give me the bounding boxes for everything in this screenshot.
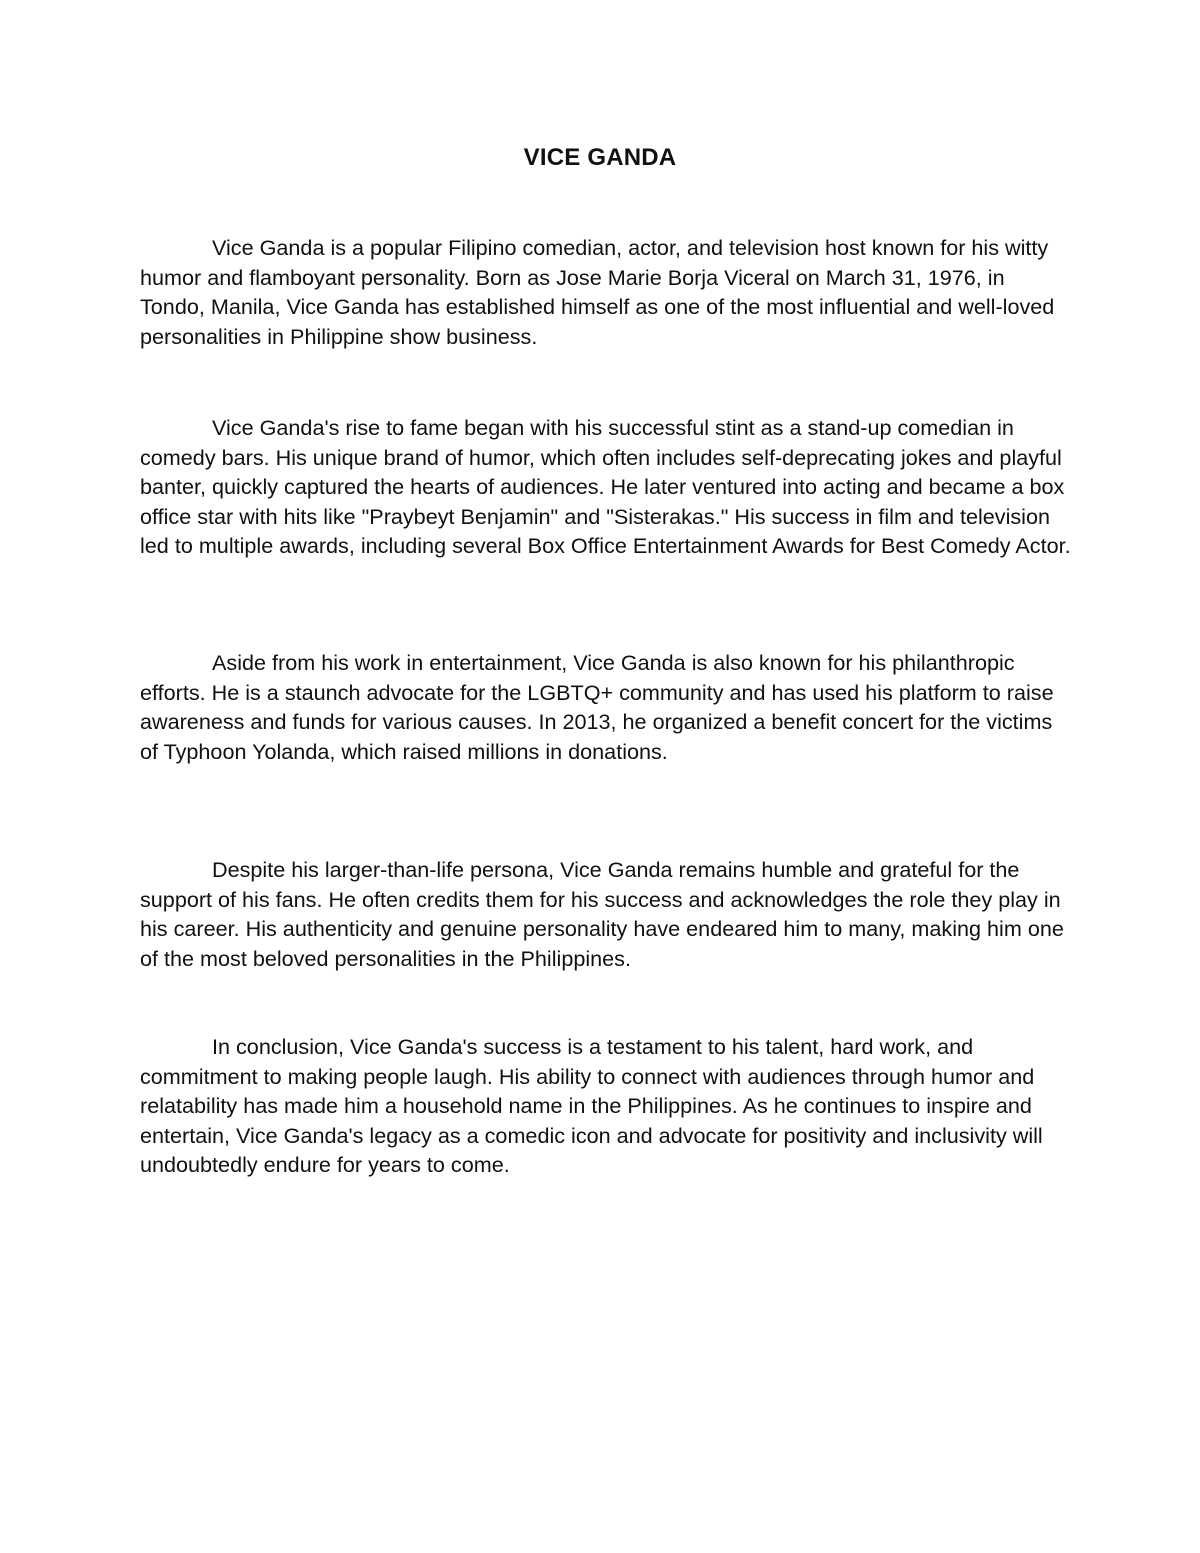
paragraph-introduction: Vice Ganda is a popular Filipino comedian, actor, and television host known for his witty humor and flamboyant personality. Born as Jose Marie Borja Viceral on March 31, 1976, in Tondo, Manila, Vice Ganda has established himself as one of the most influential and well-loved personalities in Philippine show business. bbox=[140, 235, 1055, 349]
paragraph-humility: Despite his larger-than-life persona, Vice Ganda remains humble and grateful for the support of his fans. He often credits them for his success and acknowledges the role they play in his career. His authenticity and genuine personality have endeared him to many, making him one of the most beloved personalities in the Philippines. bbox=[140, 857, 1064, 971]
paragraph-conclusion: In conclusion, Vice Ganda's success is a testament to his talent, hard work, and commitment to making people laugh. His ability to connect with audiences through humor and relatability has made him a household name in the Philippines. As he continues to inspire and entertain, Vice Ganda's legacy as a comedic icon and advocate for positivity and inclusivity will undoubtedly endure for years to come. bbox=[140, 1034, 1043, 1177]
document-title: VICE GANDA bbox=[523, 144, 677, 171]
paragraph-rise-to-fame: Vice Ganda's rise to fame began with his successful stint as a stand-up comedian in comedy bars. His unique brand of humor, which often includes self-deprecating jokes and playful banter, quickly captured the hearts of audiences. He later ventured into acting and became a box office star with hits like "Praybeyt Benjamin" and "Sisterakas." His success in film and television led to multiple awards, including several Box Office Entertainment Awards for Best Comedy Actor. bbox=[140, 415, 1071, 558]
paragraph-philanthropy: Aside from his work in entertainment, Vice Ganda is also known for his philanthropic efforts. He is a staunch advocate for the LGBTQ+ community and has used his platform to raise awareness and funds for various causes. In 2013, he organized a benefit concert for the victims of Typhoon Yolanda, which raised millions in donations. bbox=[140, 650, 1054, 764]
